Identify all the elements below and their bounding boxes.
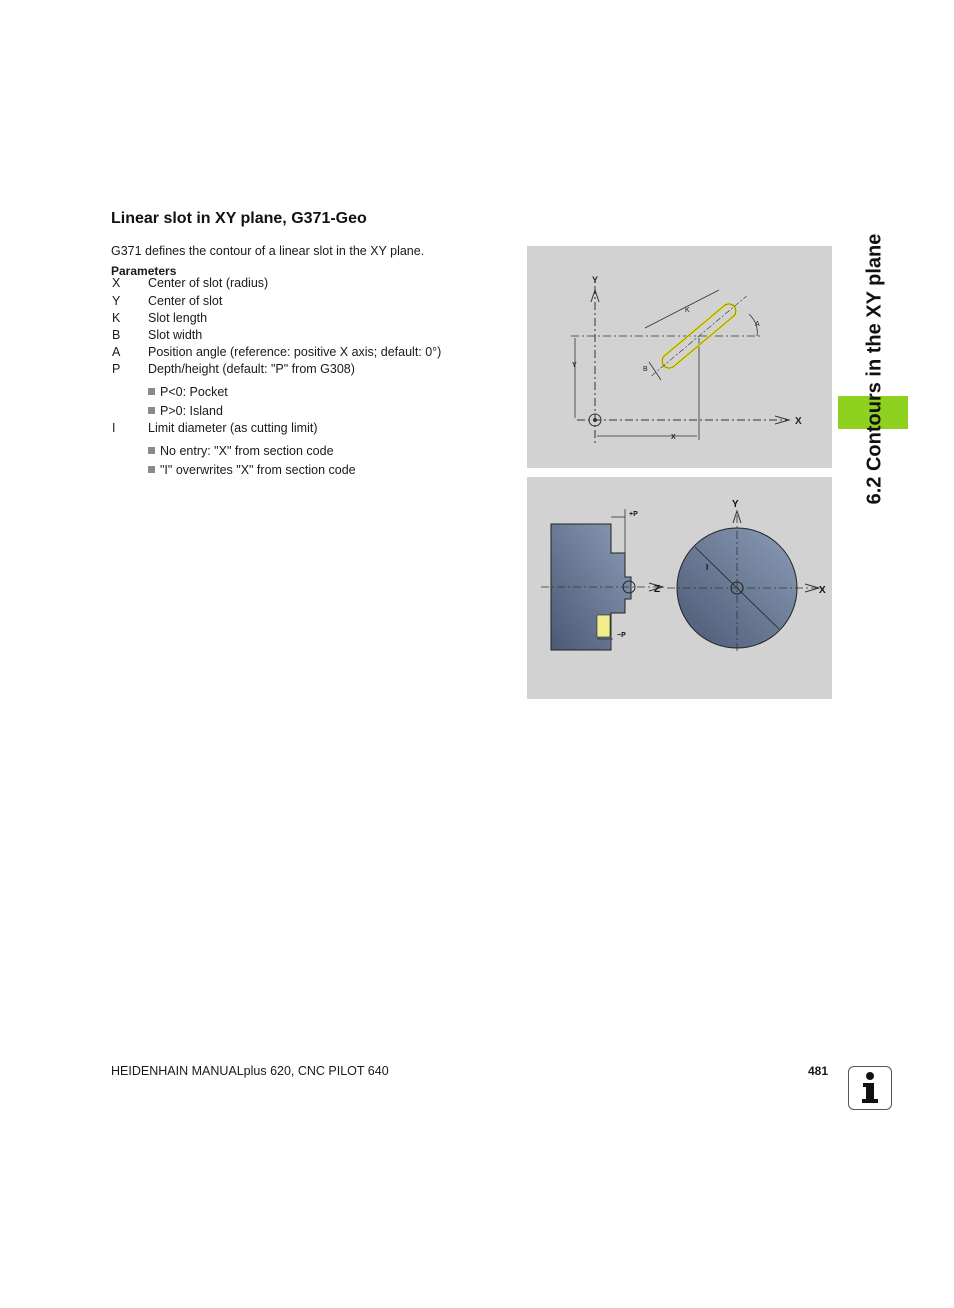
- k-label: K: [685, 307, 690, 314]
- bullet-item: [148, 404, 223, 418]
- b-dimension-line: [649, 362, 661, 380]
- param-key: P: [112, 362, 121, 376]
- bullet-text: "I" overwrites "X" from section code: [160, 463, 356, 477]
- square-bullet-icon: [148, 388, 155, 395]
- info-icon: [848, 1066, 892, 1110]
- bullet-item: [148, 444, 334, 458]
- bullet-text: P>0: Island: [160, 404, 223, 418]
- k-dimension-line: [645, 290, 719, 328]
- param-key: I: [112, 421, 116, 435]
- chapter-heading: [864, 214, 886, 524]
- param-key: K: [112, 311, 121, 325]
- parameters-heading: Parameters: [111, 264, 177, 278]
- figure-slot-geometry: [527, 246, 832, 468]
- origin-dot-icon: [593, 418, 597, 422]
- z-axis-label: Z: [654, 584, 661, 595]
- param-desc: Center of slot: [148, 294, 223, 308]
- i-label: I: [706, 563, 709, 572]
- section-title: Linear slot in XY plane, G371-Geo: [111, 210, 367, 227]
- param-desc: Center of slot (radius): [148, 276, 269, 290]
- front-y-axis-label: Y: [732, 499, 739, 510]
- slot-geometry-svg: [527, 246, 832, 468]
- angle-arc-icon: [749, 314, 757, 336]
- param-key: A: [112, 345, 121, 359]
- x-axis-label: X: [795, 416, 802, 427]
- island-icon: [597, 615, 610, 637]
- square-bullet-icon: [148, 447, 155, 454]
- a-label: A: [755, 321, 760, 328]
- x-dimension-label: X: [671, 434, 676, 441]
- param-desc: Slot width: [148, 328, 203, 342]
- param-key: B: [112, 328, 121, 342]
- chapter-heading-text: 6.2 Contours in the XY plane: [863, 233, 886, 505]
- page-number: 481: [808, 1064, 829, 1078]
- plus-p-label: +P: [629, 511, 638, 518]
- intro-text: G371 defines the contour of a linear slot in the XY plane.: [111, 244, 425, 258]
- square-bullet-icon: [148, 466, 155, 473]
- info-glyph-icon: [849, 1067, 890, 1108]
- param-desc: Position angle (reference: positive X axis; default: 0°): [148, 345, 442, 359]
- bullet-text: No entry: "X" from section code: [160, 444, 334, 458]
- footer-manual-name: HEIDENHAIN MANUALplus 620, CNC PILOT 640: [111, 1064, 389, 1078]
- bullet-item: [148, 463, 356, 477]
- param-key: Y: [112, 294, 121, 308]
- y-dimension-label: Y: [572, 362, 577, 369]
- param-key: X: [112, 276, 121, 290]
- part-views-svg: [527, 477, 832, 699]
- figure-part-views: [527, 477, 832, 699]
- y-axis-label: Y: [592, 275, 599, 285]
- param-desc: Limit diameter (as cutting limit): [148, 421, 318, 435]
- param-desc: Slot length: [148, 311, 208, 325]
- param-desc: Depth/height (default: "P" from G308): [148, 362, 355, 376]
- square-bullet-icon: [148, 407, 155, 414]
- bullet-item: [148, 385, 228, 399]
- minus-p-label: −P: [617, 632, 626, 639]
- b-label: B: [643, 366, 648, 373]
- bullet-text: P<0: Pocket: [160, 385, 228, 399]
- front-x-axis-label: X: [819, 585, 826, 596]
